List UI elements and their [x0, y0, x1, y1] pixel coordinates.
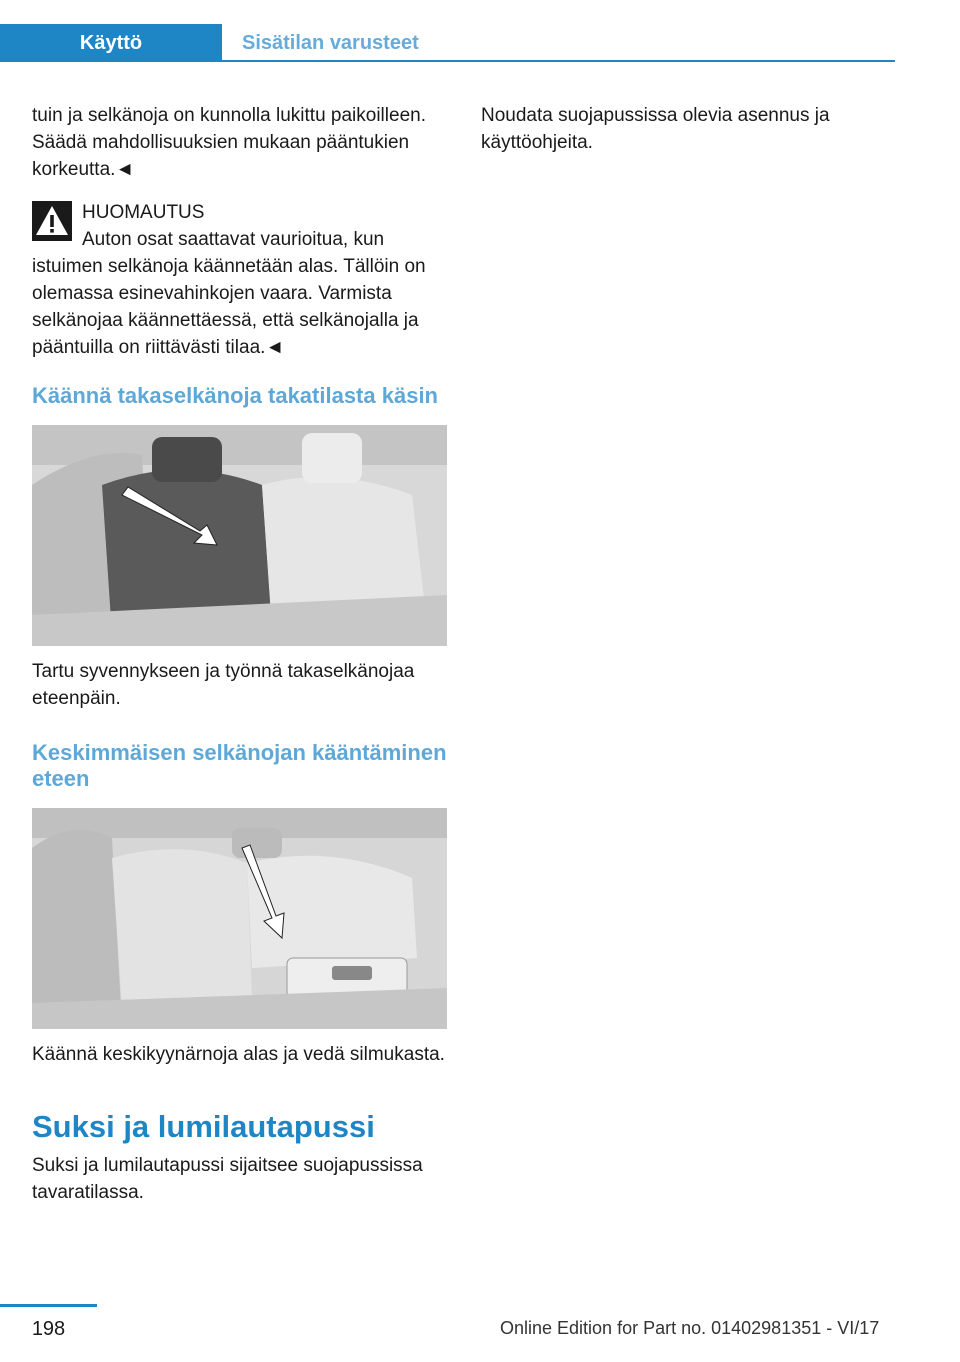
caption-middle-backrest: Käännä keskikyynärnoja alas ja vedä silmukasta.: [32, 1044, 445, 1065]
tab-section[interactable]: Sisätilan varusteet: [242, 31, 419, 54]
subheading-rear-seat: Käännä takaselkänoja takatilasta käsin: [32, 383, 438, 408]
footer-bar: [0, 1304, 97, 1307]
middle-backrest-image: [32, 808, 447, 1029]
notice-body: Auton osat saattavat vaurioitua, kun istuimen selkänoja käännetään alas. Tällöin on olemassa esinevahinkojen vaara. Varmista selkänojaa käännettäessä, että selkänojalla ja pääntuilla on riittävästi tilaa.◄: [32, 229, 426, 358]
right-paragraph: Noudata suojapussissa olevia asennus ja käyttöohjeita.: [481, 105, 830, 153]
tab-kaytto[interactable]: Käyttö: [0, 24, 222, 62]
intro-paragraph: tuin ja selkänoja on kunnolla lukittu paikoilleen. Säädä mahdollisuuksien mukaan pääntukien korkeutta.◄: [32, 105, 426, 180]
header-rule: [222, 60, 895, 62]
heading-ski-bag: Suksi ja lumilautapussi: [32, 1109, 375, 1144]
page-number: 198: [31, 1318, 66, 1340]
left-column: [32, 102, 452, 1206]
caption-rear-seat: Tartu syvennykseen ja työnnä takaselkänojaa eteenpäin.: [32, 661, 415, 709]
page-header: [0, 0, 895, 62]
right-column: [481, 102, 901, 156]
subheading-middle-backrest: Keskimmäisen selkänojan kääntäminen eteen: [32, 740, 447, 791]
rear-seat-fold-image: [32, 425, 447, 646]
ski-bag-paragraph: Suksi ja lumilautapussi sijaitsee suojapussissa tavaratilassa.: [32, 1155, 423, 1203]
notice-title: HUOMAUTUS: [82, 202, 205, 223]
edition-footer: Online Edition for Part no. 01402981351 - VI/17: [500, 1318, 880, 1338]
warning-triangle-icon: [32, 201, 72, 241]
notice-block: [32, 199, 452, 361]
